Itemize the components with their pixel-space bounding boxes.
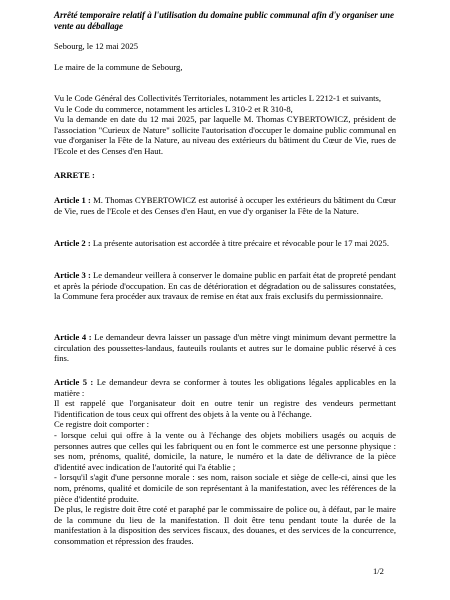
- place-date: Sebourg, le 12 mai 2025: [54, 41, 139, 51]
- article-5-line: Ce registre doit comporter :: [54, 419, 149, 430]
- article-label: Article 3 :: [54, 270, 91, 280]
- article-2: [54, 238, 396, 249]
- article-5-line: Il est rappelé que l'organisateur doit en outre tenir un registre des vendeurs permettant l'identification de tous ceux qui offrent des objets à la vente ou à l'échange.: [54, 398, 396, 419]
- article-1: [54, 195, 396, 216]
- article-5-line: De plus, le registre doit être coté et paraphé par le commissaire de police ou, à défaut, par le maire de la commune du lieu de la manifestation. Il doit être tenu pendant toute la durée de la manifestation à la disposition des services fiscaux, des douanes, et des services de la concurrence, consommation et répression des fraudes.: [54, 504, 396, 546]
- article-text: Le demandeur devra laisser un passage d'un mètre vingt minimum devant permettre la circulation des poussettes-landaus, fauteuils roulants et autres sur le domaine public réservé à ces fins.: [54, 332, 396, 364]
- article-text: Le demandeur devra se conformer à toutes les obligations légales applicables en la matière :: [54, 377, 396, 398]
- page-number: 1/2: [373, 566, 384, 576]
- article-label: Article 5 :: [54, 377, 94, 387]
- article-5-intro: [54, 377, 396, 398]
- article-5-line: - lorsqu'il s'agit d'une personne morale : ses nom, raison sociale et siège de celle-ci, ainsi que les nom, prénoms, qualité et domicile de son représentant à la manifestation, avec les références de la pièce d'identité produite.: [54, 472, 396, 504]
- article-5-line: - lorsque celui qui offre à la vente ou à l'échange des objets mobiliers usagés ou acquis de personnes autres que celles qui les fabriquent ou en font le commerce est une personne physique : ses nom, prénoms, qualité, domicile, la nature, le numéro et la date de délivrance de la pièce d'identité avec indication de l'autorité qui l'a établie ;: [54, 429, 396, 472]
- article-label: Article 2 :: [54, 238, 91, 248]
- arrete-heading: ARRETE :: [54, 170, 95, 180]
- article-text: M. Thomas CYBERTOWICZ est autorisé à occuper les extérieurs du bâtiment du Cœur de Vie, rues de l'Ecole et des Censes d'en Haut, en vue d'y organiser la Fête de la Nature.: [54, 195, 396, 216]
- article-text: Le demandeur veillera à conserver le domaine public en parfait état de propreté pendant et après la période d'occupation. En cas de détérioration et dégradation ou de salissures constatées, la Commune fera procéder aux travaux de remise en état aux frais exclusifs du permissionnaire.: [54, 270, 396, 302]
- mayor-line: Le maire de la commune de Sebourg,: [54, 62, 183, 72]
- article-text: La présente autorisation est accordée à titre précaire et révocable pour le 17 mai 2025.: [90, 238, 390, 248]
- article-5: [54, 377, 396, 547]
- vu-line: Vu le Code Général des Collectivités Territoriales, notamment les articles L 2212-1 et suivants,: [54, 93, 382, 103]
- article-label: Article 1 :: [54, 195, 91, 205]
- article-4: [54, 332, 396, 364]
- article-label: Article 4 :: [54, 332, 92, 342]
- vu-line: Vu la demande en date du 12 mai 2025, par laquelle M. Thomas CYBERTOWICZ, président de l'association "Curieux de Nature" sollicite l'autorisation d'occuper le domaine public communal en vue d'organiser la Fête de la Nature, au niveau des extérieurs du bâtiment du Cœur de Vie, rues de l'Ecole et des Censes d'en Haut.: [54, 114, 396, 156]
- vu-section: [54, 93, 396, 157]
- document-title: Arrêté temporaire relatif à l'utilisation du domaine public communal afin d'y organiser une vente au déballage: [54, 10, 395, 31]
- article-3: [54, 270, 396, 302]
- vu-line: Vu le Code du commerce, notamment les articles L 310-2 et R 310-8,: [54, 103, 293, 114]
